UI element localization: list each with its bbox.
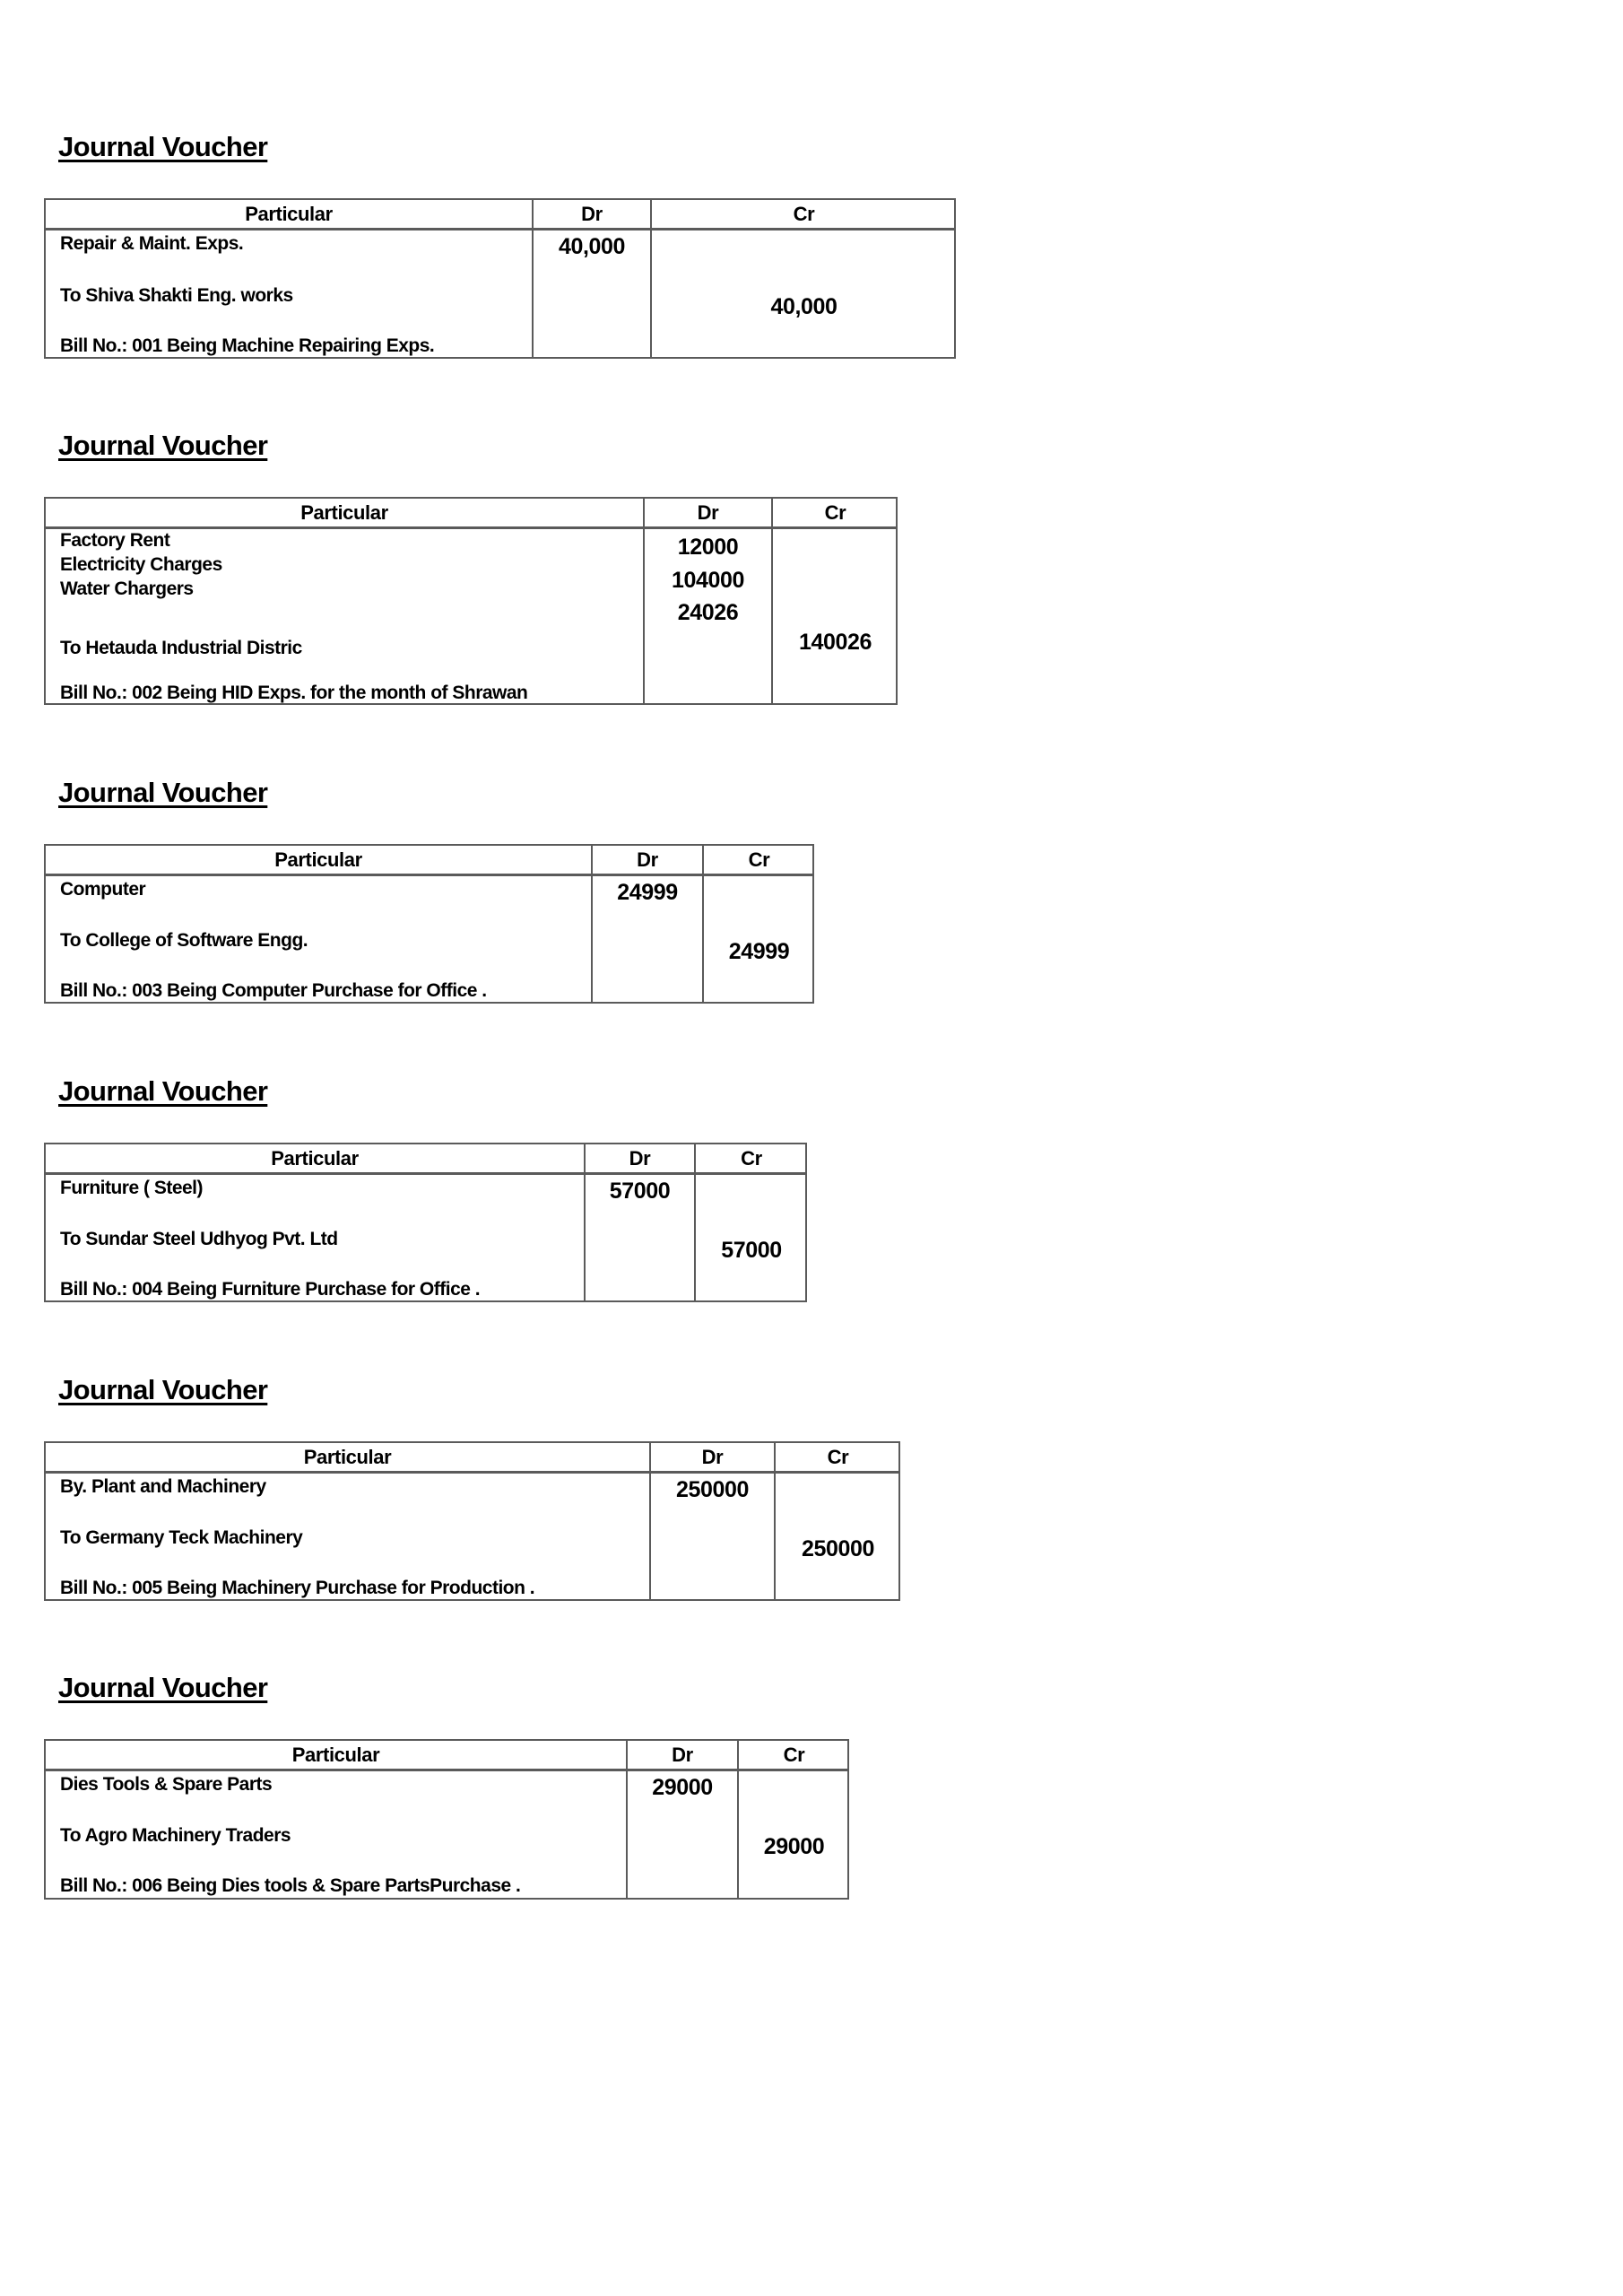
header-cr: Cr	[783, 1744, 805, 1766]
narration: Bill No.: 001 Being Machine Repairing Exps.	[60, 335, 435, 356]
header-particular: Particular	[271, 1147, 359, 1170]
header-particular: Particular	[245, 203, 333, 225]
voucher-title: Journal Voucher	[58, 1374, 268, 1405]
header-dr: Dr	[672, 1744, 693, 1766]
credit-account: To Hetauda Industrial Distric	[60, 638, 302, 658]
credit-account: To Agro Machinery Traders	[60, 1825, 291, 1846]
cr-amount: 24999	[728, 939, 790, 964]
column-divider	[771, 499, 773, 703]
header-dr: Dr	[697, 501, 719, 524]
dr-amount: 40,000	[558, 234, 626, 259]
dr-amount: 24026	[677, 600, 739, 625]
header-cr: Cr	[748, 848, 770, 871]
narration: Bill No.: 002 Being HID Exps. for the month of Shrawan	[60, 683, 528, 703]
narration: Bill No.: 005 Being Machinery Purchase for Production .	[60, 1578, 535, 1598]
voucher-title: Journal Voucher	[58, 777, 268, 808]
cr-amount: 140026	[798, 630, 872, 655]
narration: Bill No.: 003 Being Computer Purchase for Office .	[60, 980, 487, 1001]
credit-account: To College of Software Engg.	[60, 930, 308, 951]
cr-amount: 29000	[763, 1834, 825, 1859]
dr-amount: 57000	[609, 1178, 671, 1204]
voucher-title: Journal Voucher	[58, 430, 268, 461]
dr-amount: 24999	[617, 880, 678, 905]
voucher-title: Journal Voucher	[58, 1672, 268, 1703]
cr-amount: 40,000	[770, 294, 838, 319]
header-cr: Cr	[741, 1147, 762, 1170]
header-cr: Cr	[824, 501, 846, 524]
header-dr: Dr	[701, 1446, 724, 1468]
header-particular: Particular	[291, 1744, 380, 1766]
debit-account: Electricity Charges	[60, 554, 222, 575]
voucher-table	[44, 1441, 900, 1601]
header-particular: Particular	[274, 848, 362, 871]
header-particular: Particular	[303, 1446, 392, 1468]
dr-amount: 104000	[671, 568, 745, 593]
voucher-table	[44, 1739, 849, 1900]
header-particular: Particular	[300, 501, 388, 524]
debit-account: By. Plant and Machinery	[60, 1476, 266, 1497]
header-dr: Dr	[629, 1147, 651, 1170]
dr-amount: 250000	[675, 1477, 750, 1502]
header-dr: Dr	[637, 848, 658, 871]
debit-account: Furniture ( Steel)	[60, 1178, 204, 1198]
cr-amount: 57000	[721, 1238, 782, 1263]
header-dr: Dr	[581, 203, 603, 225]
voucher-table	[44, 844, 814, 1004]
dr-amount: 29000	[652, 1775, 713, 1800]
dr-amount: 12000	[677, 535, 739, 560]
credit-account: To Shiva Shakti Eng. works	[60, 285, 293, 306]
debit-account: Computer	[60, 879, 146, 900]
voucher-table	[44, 1143, 807, 1302]
debit-account: Water Chargers	[60, 578, 194, 599]
narration: Bill No.: 006 Being Dies tools & Spare PartsPurchase .	[60, 1875, 521, 1896]
voucher-table	[44, 497, 898, 705]
debit-account: Dies Tools & Spare Parts	[60, 1774, 273, 1795]
header-cr: Cr	[827, 1446, 849, 1468]
cr-amount: 250000	[801, 1536, 875, 1561]
header-cr: Cr	[793, 203, 815, 225]
credit-account: To Germany Teck Machinery	[60, 1527, 303, 1548]
debit-account: Repair & Maint. Exps.	[60, 233, 244, 254]
voucher-title: Journal Voucher	[58, 131, 268, 162]
narration: Bill No.: 004 Being Furniture Purchase for Office .	[60, 1279, 481, 1300]
debit-account: Factory Rent	[60, 530, 170, 551]
voucher-title: Journal Voucher	[58, 1075, 268, 1107]
voucher-table	[44, 198, 956, 359]
credit-account: To Sundar Steel Udhyog Pvt. Ltd	[60, 1229, 338, 1249]
